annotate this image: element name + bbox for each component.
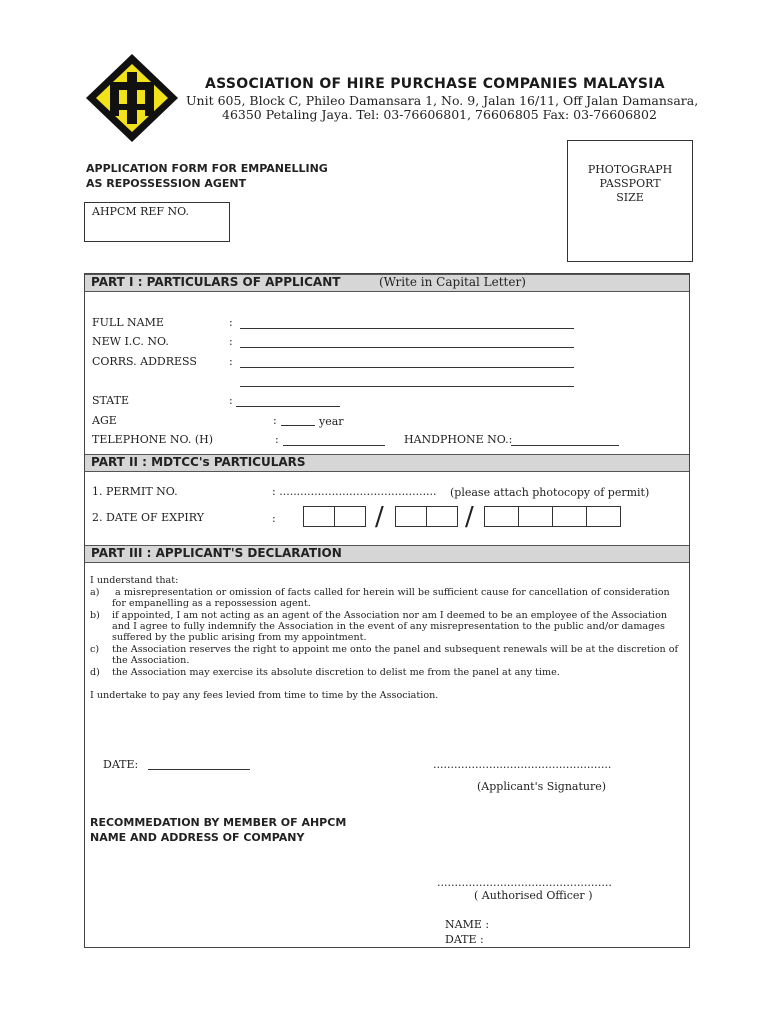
ref-no-label: AHPCM REF NO. bbox=[92, 205, 190, 218]
part1-subtitle: (Write in Capital Letter) bbox=[379, 275, 526, 289]
declaration-c-mark: c) bbox=[90, 644, 100, 655]
ahpcm-logo bbox=[84, 52, 180, 144]
declaration-date-field[interactable] bbox=[148, 769, 250, 770]
state-colon: : bbox=[229, 394, 233, 407]
address-label: CORRS. ADDRESS bbox=[92, 355, 197, 368]
ic-no-colon: : bbox=[229, 335, 233, 348]
declaration-b-mark: b) bbox=[90, 610, 100, 621]
state-label: STATE bbox=[92, 394, 129, 407]
officer-date-label: DATE : bbox=[445, 933, 484, 946]
part3-title: PART III : APPLICANT'S DECLARATION bbox=[91, 546, 342, 560]
org-name: ASSOCIATION OF HIRE PURCHASE COMPANIES MALAYSIA bbox=[205, 76, 665, 92]
permit-note: (please attach photocopy of permit) bbox=[450, 486, 650, 499]
company-name-address-label: NAME AND ADDRESS OF COMPANY bbox=[90, 831, 305, 844]
expiry-month-boxes bbox=[395, 506, 458, 527]
expiry-month-digit-1[interactable] bbox=[395, 506, 427, 527]
declaration-a-line1: a misrepresentation or omission of facts called for herein will be sufficient cause for cancellation of consideration bbox=[112, 587, 670, 598]
expiry-year-digit-2[interactable] bbox=[518, 506, 553, 527]
expiry-year-boxes bbox=[484, 506, 621, 527]
declaration-c-line2: the Association. bbox=[112, 655, 190, 666]
expiry-month-digit-2[interactable] bbox=[426, 506, 458, 527]
expiry-separator-2: / bbox=[465, 502, 474, 532]
declaration-a-mark: a) bbox=[90, 587, 100, 598]
permit-label: 1. PERMIT NO. bbox=[92, 485, 178, 498]
applicant-signature-label: (Applicant's Signature) bbox=[477, 780, 607, 793]
part2-header bbox=[85, 454, 689, 472]
age-label: AGE bbox=[92, 414, 117, 427]
expiry-year-digit-3[interactable] bbox=[552, 506, 587, 527]
declaration-b-line2: and I agree to fully indemnify the Association in the event of any misrepresentation to the public and/or damages bbox=[112, 621, 665, 632]
part2-title: PART II : MDTCC's PARTICULARS bbox=[91, 455, 306, 469]
org-address-line1: Unit 605, Block C, Phileo Damansara 1, No. 9, Jalan 16/11, Off Jalan Damansara, bbox=[186, 93, 699, 108]
declaration-undertake: I undertake to pay any fees levied from time to time by the Association. bbox=[90, 690, 439, 701]
expiry-day-digit-2[interactable] bbox=[334, 506, 366, 527]
authorised-officer-label: ( Authorised Officer ) bbox=[474, 889, 593, 902]
full-name-label: FULL NAME bbox=[92, 316, 164, 329]
expiry-year-digit-1[interactable] bbox=[484, 506, 519, 527]
declaration-c-line1: the Association reserves the right to appoint me onto the panel and subsequent renewals will be at the discretion of bbox=[112, 644, 679, 655]
declaration-d-line1: the Association may exercise its absolute discretion to delist me from the panel at any time. bbox=[112, 667, 560, 678]
telephone-label: TELEPHONE NO. (H) bbox=[92, 433, 214, 446]
photo-label-1: PHOTOGRAPH bbox=[587, 163, 673, 176]
photo-box[interactable] bbox=[567, 140, 693, 262]
form-title-line2: AS REPOSSESSION AGENT bbox=[86, 177, 247, 190]
age-colon: : bbox=[273, 414, 277, 427]
org-address-line2: 46350 Petaling Jaya. Tel: 03-76606801, 76606805 Fax: 03-76606802 bbox=[222, 107, 657, 122]
address-field-1[interactable] bbox=[240, 367, 574, 368]
recommendation-title: RECOMMEDATION BY MEMBER OF AHPCM bbox=[90, 816, 347, 829]
expiry-colon: : bbox=[272, 512, 276, 525]
expiry-year-digit-4[interactable] bbox=[586, 506, 621, 527]
logo-bar-mid bbox=[127, 72, 137, 124]
expiry-label: 2. DATE OF EXPIRY bbox=[92, 511, 204, 524]
state-field[interactable] bbox=[236, 406, 340, 407]
telephone-colon: : bbox=[275, 433, 279, 446]
logo-bar-top bbox=[110, 82, 154, 90]
address-field-2[interactable] bbox=[240, 386, 574, 387]
handphone-field[interactable] bbox=[511, 445, 619, 446]
telephone-field[interactable] bbox=[283, 445, 385, 446]
handphone-label: HANDPHONE NO.: bbox=[404, 433, 513, 446]
logo-bar-bottom bbox=[119, 104, 145, 110]
photo-label-2: PASSPORT bbox=[599, 177, 661, 190]
part3-header bbox=[85, 545, 689, 563]
declaration-intro: I understand that: bbox=[90, 575, 179, 586]
declaration-a-line2: for empanelling as a repossession agent. bbox=[112, 598, 311, 609]
address-colon: : bbox=[229, 355, 233, 368]
permit-field[interactable]: : ............................................. bbox=[272, 485, 437, 498]
declaration-d-mark: d) bbox=[90, 667, 100, 678]
full-name-field[interactable] bbox=[240, 328, 574, 329]
expiry-day-boxes bbox=[303, 506, 366, 527]
ic-no-field[interactable] bbox=[240, 347, 574, 348]
declaration-b-line1: if appointed, I am not acting as an agent of the Association nor am I deemed to be an employee of the Association bbox=[112, 610, 668, 621]
ref-no-box[interactable] bbox=[84, 202, 230, 242]
age-unit: year bbox=[319, 415, 344, 428]
age-field[interactable] bbox=[281, 425, 315, 426]
ic-no-label: NEW I.C. NO. bbox=[92, 335, 169, 348]
declaration-b-line3: suffered by the public arising from my appointment. bbox=[112, 632, 367, 643]
photo-label-3: SIZE bbox=[616, 191, 644, 204]
officer-name-label: NAME : bbox=[445, 918, 490, 931]
applicant-signature-field[interactable]: ................................................... bbox=[433, 758, 612, 771]
expiry-separator-1: / bbox=[375, 502, 384, 532]
form-title-line1: APPLICATION FORM FOR EMPANELLING bbox=[86, 162, 328, 175]
full-name-colon: : bbox=[229, 316, 233, 329]
authorised-officer-signature-field[interactable]: .................................................. bbox=[437, 876, 612, 889]
part1-title: PART I : PARTICULARS OF APPLICANT bbox=[91, 275, 341, 289]
part1-header bbox=[85, 274, 689, 292]
declaration-date-label: DATE: bbox=[103, 758, 139, 771]
expiry-day-digit-1[interactable] bbox=[303, 506, 335, 527]
